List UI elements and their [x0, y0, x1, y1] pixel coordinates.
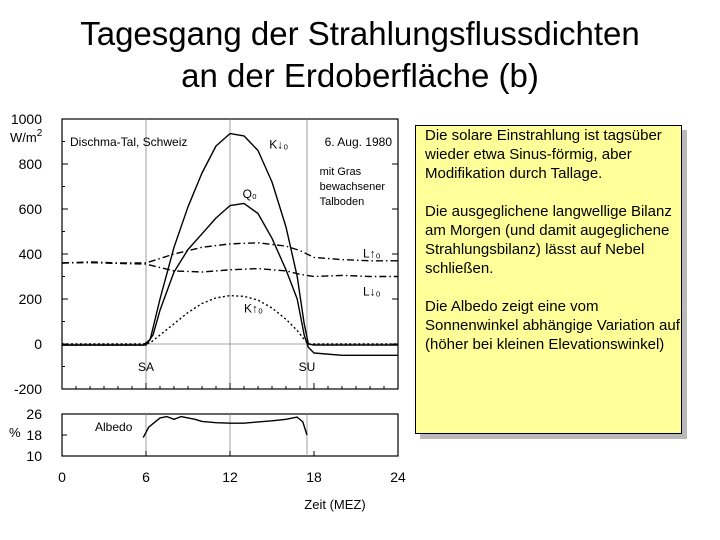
y-tick-label: 400 [18, 246, 42, 262]
series-label: L↓₀ [363, 284, 381, 299]
y-tick-label: 0 [34, 336, 42, 352]
series-label: L↑₀ [363, 246, 381, 261]
y-tick-label: 600 [18, 201, 42, 217]
series-label: Q₀ [242, 186, 257, 201]
albedo-y-unit: % [9, 425, 21, 440]
albedo-line [143, 417, 307, 438]
albedo-y-tick-label: 18 [26, 427, 42, 443]
y-tick-label: 1000 [10, 111, 42, 127]
y-tick-label: 200 [18, 291, 42, 307]
albedo-title: Albedo [95, 420, 133, 434]
series-label: K↑₀ [244, 301, 263, 316]
note-paragraph-3: Die Albedo zeigt eine vom Sonnenwinkel abhängige Variation auf (höher bei kleinen Elevationswinkel) [425, 298, 680, 353]
surface-note-line: mit Gras [319, 166, 362, 178]
x-tick-label: 12 [222, 469, 238, 485]
y-axis-label: $W/m^2$ [10, 128, 43, 145]
slide-title-line-2: an der Erdoberfläche (b) [181, 57, 539, 94]
date-label: 6. Aug. 1980 [324, 135, 392, 149]
vline-label: SA [137, 360, 155, 374]
surface-note-line: Talboden [319, 196, 365, 208]
explanation-note [415, 125, 682, 434]
x-tick-label: 6 [142, 469, 150, 485]
slide-title-line-1: Tagesgang der Strahlungsflussdichten [80, 15, 640, 52]
radiation-flux-chart [0, 105, 410, 517]
series-label: K↓₀ [269, 137, 289, 152]
albedo-y-tick-label: 26 [26, 406, 42, 422]
albedo-y-tick-label: 10 [26, 448, 42, 464]
x-tick-label: 0 [58, 469, 66, 485]
note-paragraph-1: Die solare Einstrahlung ist tagsüber wieder etwa Sinus-förmig, aber Modifikation durch Tallage. [425, 127, 662, 182]
vline-label: SU [298, 360, 316, 374]
surface-note-line: bewachsener [319, 181, 386, 193]
x-axis-label: Zeit (MEZ) [304, 497, 366, 512]
y-tick-label: 800 [18, 156, 42, 172]
note-paragraph-2: Die ausgeglichene langwellige Bilanz am Morgen (und damit augeglichene Strahlungsbilanz) lässt auf Nebel schließen. [425, 203, 672, 277]
x-tick-label: 24 [390, 469, 406, 485]
y-tick-label: -200 [13, 381, 42, 397]
location-label: Dischma-Tal, Schweiz [70, 135, 188, 149]
x-tick-label: 18 [306, 469, 322, 485]
